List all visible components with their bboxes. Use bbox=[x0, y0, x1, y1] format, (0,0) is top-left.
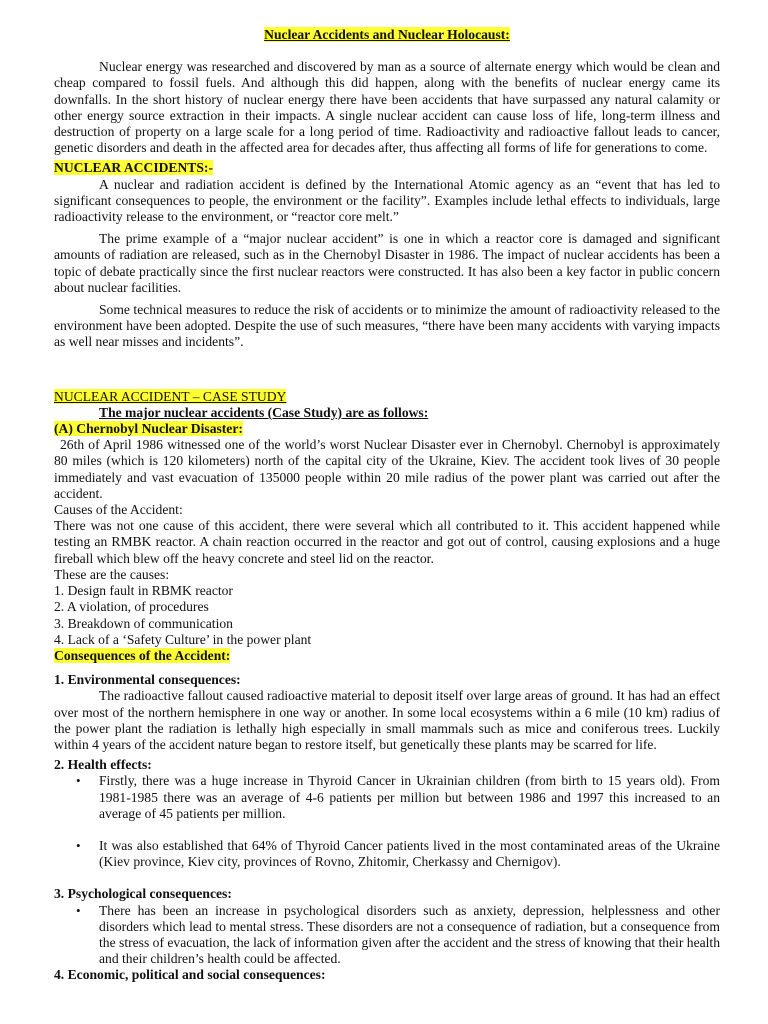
chernobyl-heading bbox=[54, 421, 720, 437]
bullet-text: It was also established that 64% of Thyroid Cancer patients lived in the most contaminated areas of the Ukraine (Kiev province, Kiev city, provinces of Rovno, Zhitomir, Cherkassy and Chernigov). bbox=[99, 837, 720, 870]
environmental-heading: 1. Environmental consequences: bbox=[54, 672, 241, 688]
list-item: 1. Design fault in RBMK reactor bbox=[54, 583, 233, 599]
intro-paragraph: Nuclear energy was researched and discovered by man as a source of alternate energy which would be clean and cheap compared to fossil fuels. And although this did happen, along with the benefits of nuclear energy came its downfalls. In the short history of nuclear energy there have been accidents that have surpassed any natural calamity or other energy source extraction in their impacts. A single nuclear accident can cause loss of life, long-term illness and destruction of property on a large scale for a long period of time. Radioactivity and radioactive fallout leads to cancer, genetic disorders and death in the affected area for decades after, thus affecting all forms of life for generations to come. bbox=[54, 59, 720, 156]
bullet-icon: • bbox=[76, 902, 81, 918]
consequences-heading bbox=[54, 648, 720, 664]
bullet-text: Firstly, there was a huge increase in Thyroid Cancer in Ukrainian children (from birth to 15 years old). From 1981-1985 there was an average of 4-6 patients per million but between 1986 and 1997 this increased to an average of 45 patients per million. bbox=[99, 773, 720, 821]
heading-text: Consequences of the Accident: bbox=[54, 647, 231, 663]
section-heading-case-study bbox=[54, 389, 720, 405]
list-item bbox=[54, 903, 720, 968]
section-heading-nuclear-accidents bbox=[54, 160, 720, 176]
bullet-icon: • bbox=[76, 837, 81, 853]
causes-paragraph: There was not one cause of this accident, there were several which all contributed to it. This accident happened while testing an RMBK reactor. A chain reaction occurred in the reactor and got out of control, causing explosions and a huge fireball which blew off the heavy concrete and steel lid on the reactor. bbox=[54, 518, 720, 566]
technical-measures-paragraph: Some technical measures to reduce the risk of accidents or to minimize the amount of radioactivity released to the environment have been adopted. Despite the use of such measures, “there have been many accidents with varying impacts as well near misses and incidents”. bbox=[54, 302, 720, 350]
list-item: 4. Lack of a ‘Safety Culture’ in the power plant bbox=[54, 631, 312, 647]
list-item: 3. Breakdown of communication bbox=[54, 615, 233, 631]
causes-list bbox=[54, 583, 720, 648]
causes-heading: Causes of the Accident: bbox=[54, 502, 183, 518]
economic-heading: 4. Economic, political and social consequences: bbox=[54, 967, 326, 983]
document-title bbox=[54, 27, 720, 43]
psychological-bullets bbox=[54, 903, 720, 968]
case-study-subheading: The major nuclear accidents (Case Study) are as follows: bbox=[99, 404, 429, 420]
heading-text: NUCLEAR ACCIDENT – CASE STUDY bbox=[54, 388, 287, 404]
major-accident-paragraph: The prime example of a “major nuclear accident” is one in which a reactor core is damaged and significant amounts of radiation are released, such as in the Chernobyl Disaster in 1986. The impact of nuclear accidents has been a topic of debate practically since the first nuclear reactors were constructed. It has also been a key factor in public concern about nuclear facilities. bbox=[54, 231, 720, 295]
environmental-paragraph: The radioactive fallout caused radioactive material to deposit itself over large areas of ground. It has had an effect over most of the northern hemisphere in one way or another. In some local ecosystems within a 6 mile (10 km) radius of the power plant the radiation is lethally high especially in small mammals such as mice and coniferous trees. Luckily within 4 years of the accident nature began to restore itself, but genetically these plants may be scarred for life. bbox=[54, 688, 720, 752]
bullet-icon: • bbox=[76, 773, 81, 789]
definition-paragraph: A nuclear and radiation accident is defined by the International Atomic agency as an “event that has led to significant consequences to people, the environment or the facility”. Examples include lethal effects to individuals, large radioactivity release to the environment, or “reactor core melt.” bbox=[54, 176, 720, 225]
health-bullets bbox=[54, 773, 720, 870]
list-item bbox=[54, 773, 720, 822]
list-item: 2. A violation, of procedures bbox=[54, 599, 209, 615]
heading-text: NUCLEAR ACCIDENTS:- bbox=[54, 160, 213, 176]
heading-text: (A) Chernobyl Nuclear Disaster: bbox=[54, 421, 243, 437]
health-heading: 2. Health effects: bbox=[54, 757, 152, 773]
chernobyl-paragraph: 26th of April 1986 witnessed one of the world’s worst Nuclear Disaster ever in Chernobyl. Chernobyl is approximately 80 miles (which is 120 kilometers) north of the capital city of the Ukraine, Kiev. The accident took lives of 30 people immediately and vast evacuation of 135000 people within 20 mile radius of the power plant was carried out after the accident. bbox=[54, 437, 720, 501]
title-text: Nuclear Accidents and Nuclear Holocaust: bbox=[264, 27, 510, 42]
psychological-heading: 3. Psychological consequences: bbox=[54, 886, 232, 902]
bullet-text: There has been an increase in psychological disorders such as anxiety, depression, helplessness and other disorders which lead to mental stress. These disorders are not a consequence of radiation, but a consequence from the stress of evacuation, the lack of information given after the accident and the stress of knowing that their health and their children’s health could be affected. bbox=[99, 902, 720, 967]
causes-intro: These are the causes: bbox=[54, 566, 170, 582]
list-item bbox=[54, 838, 720, 870]
